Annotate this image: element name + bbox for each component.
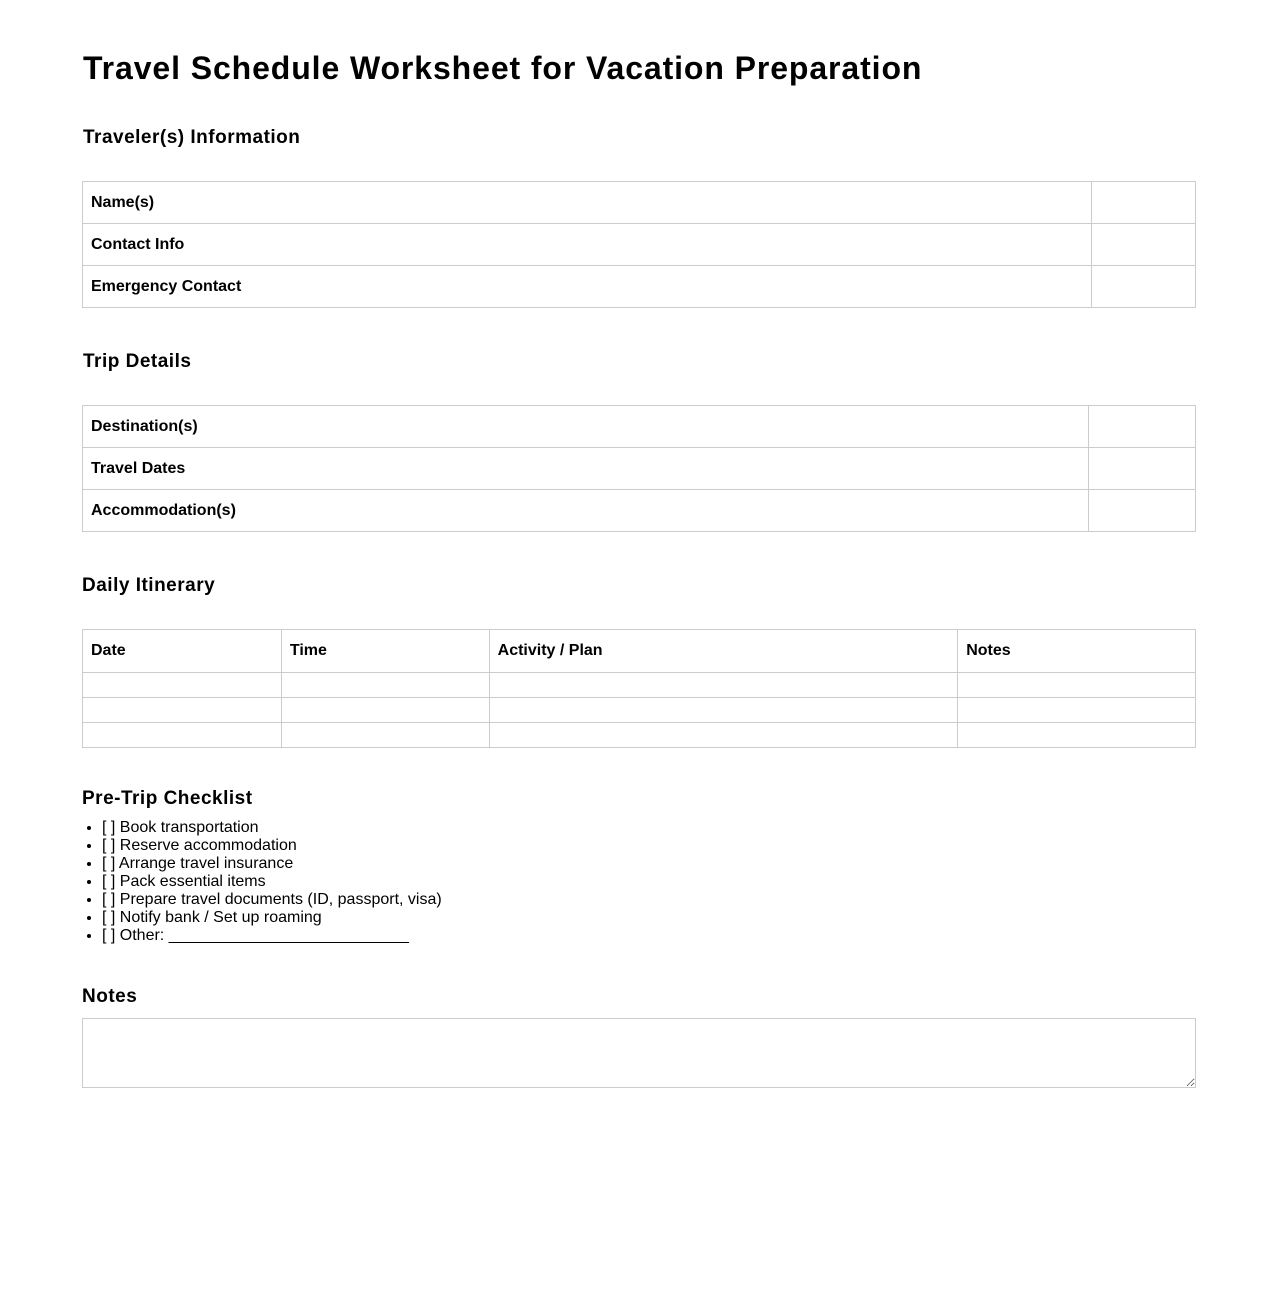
checklist-item-pack-essentials: • [ ] Pack essential items <box>102 873 442 891</box>
activity-cell[interactable] <box>489 723 958 748</box>
daily-itinerary-table <box>82 629 1196 748</box>
row-label-destinations: Destination(s) <box>83 406 1089 448</box>
date-cell[interactable] <box>83 698 282 723</box>
row-label-names: Name(s) <box>83 182 1092 224</box>
table-row <box>83 182 1196 224</box>
time-cell[interactable] <box>281 698 489 723</box>
travel-dates-value-cell[interactable] <box>1089 448 1196 490</box>
names-value-cell[interactable] <box>1092 182 1196 224</box>
table-row <box>83 224 1196 266</box>
page-title: Travel Schedule Worksheet for Vacation Preparation <box>83 50 923 86</box>
row-label-emergency-contact: Emergency Contact <box>83 266 1092 308</box>
activity-cell[interactable] <box>489 698 958 723</box>
checklist-item-reserve-accommodation: • [ ] Reserve accommodation <box>102 837 442 855</box>
checklist-item-travel-documents: • [ ] Prepare travel documents (ID, passport, visa) <box>102 891 442 909</box>
notes-heading: Notes <box>82 986 138 1007</box>
notes-textarea[interactable] <box>82 1018 1196 1088</box>
checklist-item-travel-insurance: • [ ] Arrange travel insurance <box>102 855 442 873</box>
pre-trip-checklist-heading: Pre-Trip Checklist <box>82 788 253 809</box>
row-label-contact-info: Contact Info <box>83 224 1092 266</box>
notes-cell[interactable] <box>958 698 1196 723</box>
date-cell[interactable] <box>83 673 282 698</box>
pre-trip-checklist <box>82 819 442 945</box>
table-row <box>83 266 1196 308</box>
date-cell[interactable] <box>83 723 282 748</box>
notes-cell[interactable] <box>958 673 1196 698</box>
activity-cell[interactable] <box>489 673 958 698</box>
contact-info-value-cell[interactable] <box>1092 224 1196 266</box>
trip-details-table <box>82 405 1196 532</box>
accommodations-value-cell[interactable] <box>1089 490 1196 532</box>
checklist-item-other: • [ ] Other: ___________________________ <box>102 927 442 945</box>
trip-details-heading: Trip Details <box>83 351 192 372</box>
table-row <box>83 723 1196 748</box>
table-row <box>83 673 1196 698</box>
column-header-time: Time <box>281 630 489 673</box>
column-header-activity: Activity / Plan <box>489 630 958 673</box>
time-cell[interactable] <box>281 673 489 698</box>
time-cell[interactable] <box>281 723 489 748</box>
table-row <box>83 448 1196 490</box>
checklist-item-book-transportation: • [ ] Book transportation <box>102 819 442 837</box>
row-label-travel-dates: Travel Dates <box>83 448 1089 490</box>
traveler-info-heading: Traveler(s) Information <box>83 127 301 148</box>
notes-cell[interactable] <box>958 723 1196 748</box>
table-row <box>83 698 1196 723</box>
emergency-contact-value-cell[interactable] <box>1092 266 1196 308</box>
table-row <box>83 490 1196 532</box>
column-header-notes: Notes <box>958 630 1196 673</box>
destinations-value-cell[interactable] <box>1089 406 1196 448</box>
traveler-info-table <box>82 181 1196 308</box>
daily-itinerary-heading: Daily Itinerary <box>82 575 216 596</box>
table-row <box>83 406 1196 448</box>
column-header-date: Date <box>83 630 282 673</box>
table-header-row <box>83 630 1196 673</box>
row-label-accommodations: Accommodation(s) <box>83 490 1089 532</box>
checklist-item-notify-bank: • [ ] Notify bank / Set up roaming <box>102 909 442 927</box>
